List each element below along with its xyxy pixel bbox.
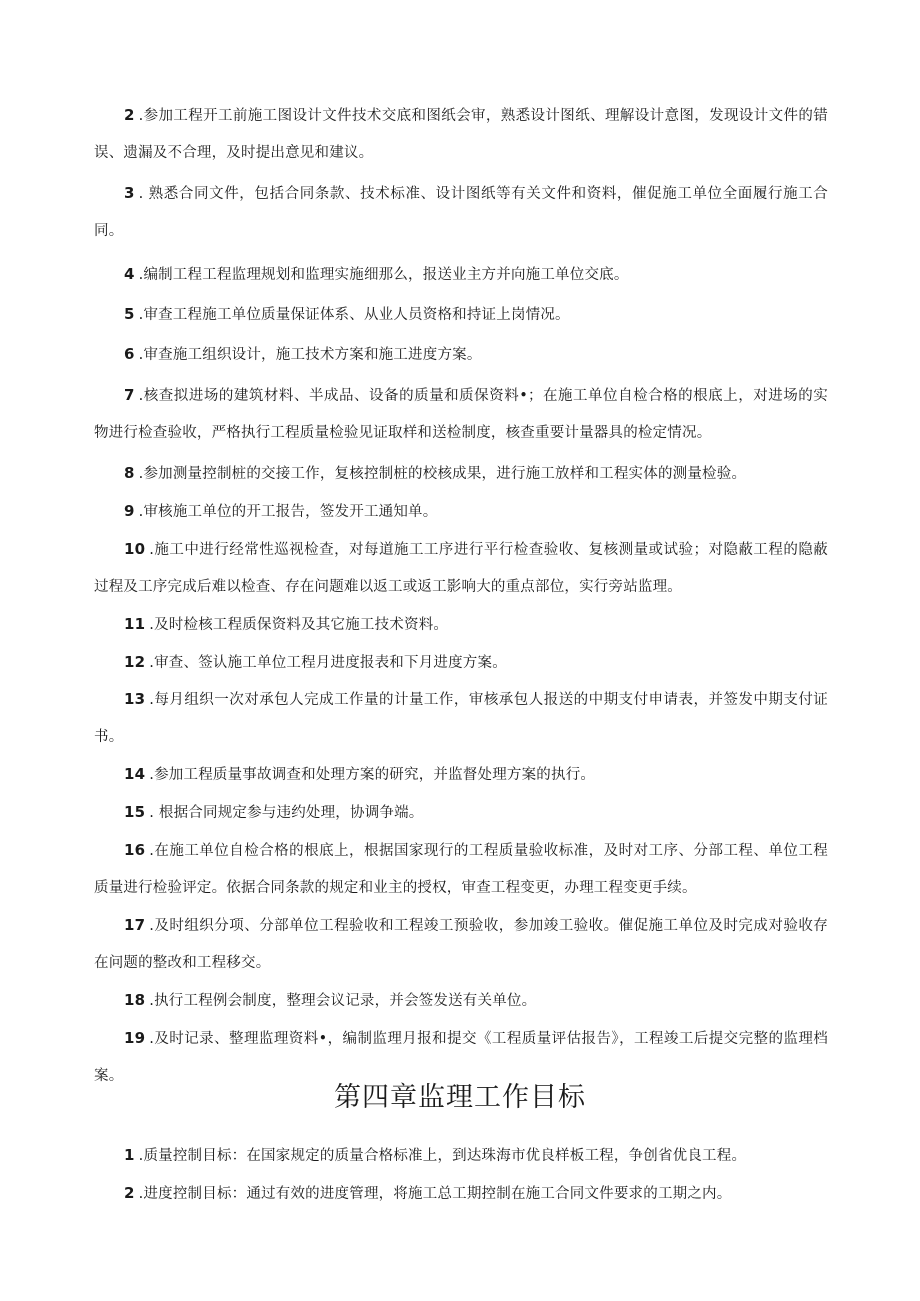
duty-item-11: 11 .及时检核工程质保资料及其它施工技术资料。 [124, 614, 449, 633]
goal-item-1: 1 .质量控制目标：在国家规定的质量合格标准上，到达珠海市优良样板工程，争创省优良工程。 [124, 1145, 747, 1164]
duty-item-5: 5 .审查工程施工单位质量保证体系、从业人员资格和持证上岗情况。 [124, 304, 570, 323]
duty-item-10: 10 .施工中进行经常性巡视检查，对每道施工工序进行平行检查验收、复核测量或试验；对隐蔽工程的隐蔽过程及工序完成后难以检查、存在问题难以返工或返工影响大的重点部位，实行旁站监理。 [94, 539, 828, 595]
duty-item-18: 18 .执行工程例会制度，整理会议记录，并会签发送有关单位。 [124, 990, 537, 1009]
duty-item-7: 7 .核查拟进场的建筑材料、半成品、设备的质量和质保资料•；在施工单位自检合格的根底上，对进场的实物进行检查验收，严格执行工程质量检验见证取样和送检制度，核查重要计量器具的检定情况。 [94, 385, 828, 441]
duty-item-16: 16 .在施工单位自检合格的根底上，根据国家现行的工程质量验收标准，及时对工序、分部工程、单位工程质量进行检验评定。依据合同条款的规定和业主的授权，审查工程变更，办理工程变更手续。 [94, 840, 828, 896]
duty-item-19: 19 .及时记录、整理监理资料•，编制监理月报和提交《工程质量评估报告》，工程竣工后提交完整的监理档案。 [94, 1028, 828, 1084]
goal-item-2: 2 .进度控制目标：通过有效的进度管理，将施工总工期控制在施工合同文件要求的工期之内。 [124, 1183, 732, 1202]
duty-item-3: 3 . 熟悉合同文件，包括合同条款、技术标准、设计图纸等有关文件和资料，催促施工单位全面履行施工合同。 [94, 183, 828, 239]
duty-item-13: 13 .每月组织一次对承包人完成工作量的计量工作，审核承包人报送的中期支付申请表，并签发中期支付证书。 [94, 689, 828, 745]
duty-item-12: 12 .审查、签认施工单位工程月进度报表和下月进度方案。 [124, 652, 507, 671]
duty-item-2: 2 .参加工程开工前施工图设计文件技术交底和图纸会审，熟悉设计图纸、理解设计意图，发现设计文件的错误、遗漏及不合理，及时提出意见和建议。 [94, 105, 828, 161]
duty-item-6: 6 .审查施工组织设计，施工技术方案和施工进度方案。 [124, 344, 482, 363]
duty-item-9: 9 .审核施工单位的开工报告，签发开工通知单。 [124, 501, 438, 520]
duty-item-17: 17 .及时组织分项、分部单位工程验收和工程竣工预验收，参加竣工验收。催促施工单位及时完成对验收存在问题的整改和工程移交。 [94, 915, 828, 971]
duty-item-15: 15 . 根据合同规定参与违约处理，协调争端。 [124, 802, 424, 821]
duty-item-4: 4 .编制工程工程监理规划和监理实施细那么，报送业主方并向施工单位交底。 [124, 264, 629, 283]
duty-item-8: 8 .参加测量控制桩的交接工作，复核控制桩的校核成果，进行施工放样和工程实体的测量检验。 [124, 463, 747, 482]
duty-item-14: 14 .参加工程质量事故调查和处理方案的研究，并监督处理方案的执行。 [124, 764, 596, 783]
chapter-title: 第四章监理工作目标 [334, 1082, 586, 1113]
